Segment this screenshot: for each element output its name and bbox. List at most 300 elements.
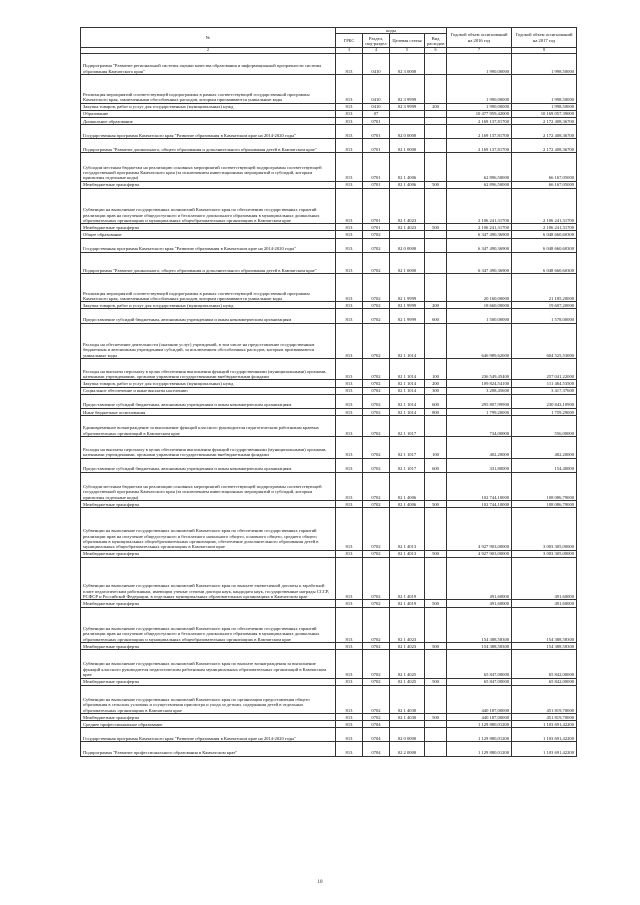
row-vr [425,508,447,551]
row-amount-2016: 2 106 241,31700 [447,188,512,224]
row-rzpr: 0702 [363,714,390,721]
row-amount-2017: 230 843,10900 [512,394,577,408]
table-row [81,323,577,359]
table-row [81,472,577,500]
row-rzpr: 0702 [363,302,390,309]
row-amount-2016: 295 807,99900 [447,394,512,408]
row-vr [425,607,447,643]
row-name: Расходы на выплаты персоналу в целях обеспечения выполнения функций государственными (муниципальными) органами, казенными учреждениями, органами управления государственными внебюджетными фондами [81,437,336,458]
row-name: Государственная программа Камчатского края "Развитие образования в Камчатском крае на 2014-2020 годы" [81,728,336,742]
row-rzpr: 0410 [363,75,390,103]
row-amount-2017: 2 106 241,31700 [512,188,577,224]
row-amount-2016: 62 896,50000 [447,153,512,181]
row-vr: 500 [425,714,447,721]
row-name: Предоставление субсидий бюджетным, автономным учреждениям и иным некоммерческим организациям [81,458,336,472]
row-grbs: 813 [336,650,363,678]
row-amount-2017: 257 041,22000 [512,359,577,380]
row-grbs: 813 [336,550,363,557]
row-amount-2017: 108 086,79000 [512,501,577,508]
row-vr: 500 [425,678,447,685]
row-amount-2017: 491,60000 [512,600,577,607]
row-grbs: 813 [336,387,363,394]
row-name: Межбюджетные трансферты [81,714,336,721]
index-cell: 6 [425,48,447,54]
row-amount-2016: 3 208,45600 [447,387,512,394]
row-vr [425,274,447,302]
row-name: Межбюджетные трансферты [81,600,336,607]
table-row [81,728,577,742]
row-amount-2017: 1 998,50000 [512,54,577,75]
row-name: Подпрограмма "Развитие профессионального образования в Камчатском крае" [81,742,336,756]
table-row [81,501,577,508]
row-grbs: 813 [336,607,363,643]
row-grbs: 813 [336,472,363,500]
row-cst [390,110,425,117]
table-row [81,685,577,713]
row-grbs: 813 [336,153,363,181]
table-body [81,54,577,757]
row-amount-2016: 18 660,00000 [447,302,512,309]
row-amount-2016: 1 990,00000 [447,54,512,75]
table-row [81,458,577,472]
row-grbs: 813 [336,714,363,721]
row-cst: 02 2 0000 [390,742,425,756]
row-vr [425,124,447,138]
row-grbs: 813 [336,501,363,508]
table-row [81,110,577,117]
budget-document [80,27,576,757]
row-rzpr: 0702 [363,678,390,685]
row-amount-2017: 3 003 305,00000 [512,508,577,551]
row-rzpr: 0702 [363,607,390,643]
row-amount-2017: 6 048 660,60300 [512,231,577,238]
row-vr: 200 [425,380,447,387]
header-rzpr: Раздел, под-раздел [363,34,390,48]
row-grbs: 813 [336,238,363,252]
table-row [81,600,577,607]
row-cst: 02 1 9999 [390,309,425,323]
row-cst [390,117,425,124]
row-amount-2016: 491,60000 [447,600,512,607]
row-amount-2017: 111 464,53500 [512,380,577,387]
row-cst: 02 1 4025 [390,678,425,685]
row-name: Субвенции на выполнение государственных полномочий Камчатского края по выплате ежемесячной доплаты к заработной плате педагогическим работникам, имеющим ученые степени доктора наук, кандидата наук, государственные награды СССР, РСФСР и Российской Федерации, в отдельных муниципальных образовательных организациях в Камчатском крае [81,557,336,600]
row-amount-2017: 3 003 305,00000 [512,550,577,557]
row-amount-2017: 1 578,00000 [512,309,577,323]
row-amount-2016: 102 744,10000 [447,472,512,500]
row-amount-2016: 2 169 137,81700 [447,117,512,124]
row-cst: 02 1 9999 [390,274,425,302]
row-rzpr: 0701 [363,181,390,188]
row-rzpr: 0702 [363,650,390,678]
row-amount-2016: 1 799,20000 [447,408,512,415]
row-amount-2016: 1 990,00000 [447,75,512,103]
row-vr: 500 [425,550,447,557]
row-amount-2016: 236 549,45400 [447,359,512,380]
row-grbs: 813 [336,728,363,742]
index-cell: 8 [512,48,577,54]
row-vr: 500 [425,224,447,231]
row-amount-2016: 440 187,00000 [447,714,512,721]
row-cst: 02 1 9999 [390,302,425,309]
table-row [81,231,577,238]
table-row [81,302,577,309]
row-rzpr: 0701 [363,153,390,181]
row-cst: 02 1 0000 [390,252,425,273]
row-cst: 02 1 4019 [390,557,425,600]
row-name: Дошкольное образование [81,117,336,124]
row-name: Общее образование [81,231,336,238]
row-rzpr: 0702 [363,415,390,436]
row-grbs: 813 [336,75,363,103]
row-name: Межбюджетные трансферты [81,501,336,508]
row-amount-2017: 108 086,79000 [512,472,577,500]
table-row [81,309,577,323]
row-rzpr: 0702 [363,408,390,415]
row-cst: 02 0 0000 [390,124,425,138]
row-cst: 02 1 1017 [390,415,425,436]
row-vr [425,557,447,600]
row-grbs: 813 [336,188,363,224]
row-grbs: 813 [336,274,363,302]
row-rzpr: 0704 [363,728,390,742]
row-amount-2016: 1 129 880,01200 [447,728,512,742]
row-grbs: 813 [336,181,363,188]
row-vr [425,75,447,103]
row-grbs: 813 [336,103,363,110]
row-vr [425,742,447,756]
row-amount-2016: 402,20000 [447,437,512,458]
row-vr: 500 [425,501,447,508]
row-cst: 02 1 4006 [390,472,425,500]
row-name: Единовременное вознаграждение за выполнение функций классного руководителя педагогическим работникам краевых образовательных организаций в Камчатском крае [81,415,336,436]
row-cst: 02 1 1014 [390,408,425,415]
row-name: Межбюджетные трансферты [81,224,336,231]
row-name: Государственная программа Камчатского края "Развитие образования в Камчатском крае на 2014-2020 годы" [81,124,336,138]
row-cst: 02 0 0000 [390,728,425,742]
row-cst: 02 1 1014 [390,323,425,359]
row-amount-2016: 331,80000 [447,458,512,472]
row-grbs: 813 [336,685,363,713]
row-grbs: 813 [336,54,363,75]
row-amount-2016: 10 477 959,42000 [447,110,512,117]
row-amount-2017: 154 388,58300 [512,607,577,643]
header-vr: Вид расходов [425,34,447,48]
row-cst: 02 1 1014 [390,387,425,394]
row-cst: 02 1 0000 [390,139,425,153]
row-amount-2017: 2 172 408,36700 [512,117,577,124]
row-amount-2016: 6 347 490,36900 [447,231,512,238]
row-amount-2016: 646 989,62000 [447,323,512,359]
header-codes-group: коды [336,28,447,34]
table-row [81,124,577,138]
row-grbs: 813 [336,252,363,273]
row-vr: 100 [425,359,447,380]
row-name: Среднее профессиональное образование [81,721,336,728]
table-row [81,359,577,380]
index-cell: 7 [447,48,512,54]
row-rzpr: 0701 [363,117,390,124]
row-vr: 100 [425,437,447,458]
row-amount-2016: 734,00000 [447,415,512,436]
row-amount-2016: 20 160,00000 [447,274,512,302]
row-cst: 02 0 0000 [390,238,425,252]
row-grbs: 813 [336,643,363,650]
row-cst: 02 1 4023 [390,607,425,643]
table-row [81,394,577,408]
row-amount-2017: 154,40000 [512,458,577,472]
row-amount-2016: 6 347 490,36900 [447,238,512,252]
row-amount-2017: 1 103 691,42200 [512,728,577,742]
table-row [81,550,577,557]
row-grbs: 813 [336,437,363,458]
row-amount-2017: 3 417,37600 [512,387,577,394]
row-rzpr: 0702 [363,231,390,238]
row-grbs: 813 [336,380,363,387]
row-amount-2017: 556,00000 [512,415,577,436]
table-row [81,508,577,551]
budget-table [80,27,577,757]
row-cst [390,231,425,238]
row-amount-2016: 1 990,00000 [447,103,512,110]
row-rzpr: 0701 [363,124,390,138]
row-cst: 02 1 4013 [390,550,425,557]
table-row [81,224,577,231]
row-name: Подпрограмма "Развитие дошкольного, общего образования и дополнительного образования детей в Камчатском крае" [81,139,336,153]
row-amount-2017: 65 842,00000 [512,650,577,678]
row-grbs: 813 [336,557,363,600]
row-amount-2016: 102 744,10000 [447,501,512,508]
row-amount-2016: 491,60000 [447,557,512,600]
row-rzpr: 0702 [363,323,390,359]
row-rzpr: 0702 [363,359,390,380]
row-rzpr: 0702 [363,501,390,508]
header-2016: Годовой объем ассигнований на 2016 год [447,28,512,48]
row-amount-2017: 1 998,50000 [512,75,577,103]
row-rzpr: 0702 [363,508,390,551]
row-vr: 600 [425,394,447,408]
row-vr: 200 [425,103,447,110]
table-row [81,380,577,387]
row-cst: 02 3 9999 [390,103,425,110]
table-row [81,437,577,458]
row-cst: 02 3 0000 [390,54,425,75]
row-rzpr: 0702 [363,437,390,458]
row-amount-2017: 1 103 691,42200 [512,742,577,756]
row-vr: 500 [425,643,447,650]
row-amount-2017: 1 998,50000 [512,103,577,110]
table-row [81,54,577,75]
row-amount-2016: 1 129 880,01200 [447,721,512,728]
row-rzpr: 0701 [363,139,390,153]
row-name: Подпрограмма "Развитие дошкольного, общего образования и дополнительного образования детей в Камчатском крае" [81,252,336,273]
row-grbs: 813 [336,359,363,380]
row-cst: 02 1 4030 [390,714,425,721]
row-amount-2017: 2 106 241,31700 [512,224,577,231]
row-grbs: 813 [336,139,363,153]
index-cell: 3 [336,48,363,54]
row-grbs: 813 [336,309,363,323]
table-row [81,408,577,415]
row-amount-2016: 109 824,54100 [447,380,512,387]
row-amount-2017: 66 167,05000 [512,181,577,188]
row-rzpr: 0702 [363,309,390,323]
row-grbs: 813 [336,742,363,756]
row-name: Предоставление субсидий бюджетным, автономным учреждениям и иным некоммерческим организациям [81,394,336,408]
row-cst: 02 1 4013 [390,508,425,551]
row-vr: 800 [425,408,447,415]
row-amount-2017: 1 759,29000 [512,408,577,415]
row-rzpr: 0704 [363,742,390,756]
table-row [81,387,577,394]
row-name: Субвенции на выполнение государственных полномочий Камчатского края по обеспечению государственных гарантий реализации прав на получение общедоступного и бесплатного дошкольного образования в муниципальных дошкольных образовательных организациях и муниципальных общеобразовательных организациях в Камчатском крае [81,607,336,643]
row-amount-2016: 62 896,50000 [447,181,512,188]
row-grbs: 813 [336,394,363,408]
row-cst: 02 3 9999 [390,75,425,103]
row-name: Расходы на выплаты персоналу в целях обеспечения выполнения функций государственными (муниципальными) органами, казенными учреждениями, органами управления государственными внебюджетными фондами [81,359,336,380]
row-amount-2016: 4 927 903,00000 [447,550,512,557]
table-row [81,139,577,153]
row-grbs: 813 [336,508,363,551]
row-amount-2016: 1 129 880,01200 [447,742,512,756]
row-rzpr: 0704 [363,721,390,728]
row-cst [390,721,425,728]
table-row [81,274,577,302]
row-amount-2016: 6 347 490,36900 [447,252,512,273]
row-rzpr: 0702 [363,238,390,252]
table-row [81,714,577,721]
row-rzpr: 0702 [363,550,390,557]
table-row [81,238,577,252]
row-vr [425,721,447,728]
page-number: 10 [317,880,323,885]
row-grbs: 813 [336,678,363,685]
row-rzpr: 0702 [363,472,390,500]
row-name: Межбюджетные трансферты [81,181,336,188]
row-name: Межбюджетные трансферты [81,678,336,685]
row-vr [425,231,447,238]
row-rzpr: 0702 [363,394,390,408]
table-row [81,721,577,728]
row-cst: 02 1 1014 [390,359,425,380]
row-vr [425,188,447,224]
row-name: Межбюджетные трансферты [81,643,336,650]
row-name: Субвенции на выполнение государственных полномочий Камчатского края по выплате вознаграждения за выполнение функций классного руководителя педагогическим работникам муниципальных образовательных организаций в Камчатском крае [81,650,336,678]
row-vr [425,415,447,436]
row-amount-2017: 451 819,70000 [512,714,577,721]
table-row [81,650,577,678]
table-row [81,153,577,181]
row-name: Субвенции на выполнение государственных полномочий Камчатского края по обеспечению государственных гарантий реализации прав на получение общедоступного и бесплатного дошкольного образования в муниципальных дошкольных образовательных организациях и муниципальных общеобразовательных организациях в Камчатском крае [81,188,336,224]
row-vr: 600 [425,458,447,472]
row-rzpr: 0410 [363,54,390,75]
row-name: Субсидии местным бюджетам на реализацию основных мероприятий соответствующей подпрограммы соответствующей государственной программы Камчатского края (за исключением инвестиционных мероприятий и субсидий, которым присвоены отдельные коды) [81,472,336,500]
row-grbs: 813 [336,600,363,607]
row-grbs: 813 [336,458,363,472]
index-cell: 4 [363,48,390,54]
row-vr: 300 [425,387,447,394]
row-cst: 02 1 1017 [390,437,425,458]
row-cst: 02 1 1014 [390,380,425,387]
row-amount-2017: 10 169 057,39000 [512,110,577,117]
row-vr [425,650,447,678]
index-cell: 2 [81,48,336,54]
row-name: Закупка товаров, работ и услуг для государственных (муниципальных) нужд [81,380,336,387]
table-row [81,557,577,600]
row-name: Подпрограмма "Развитие региональной системы оценки качества образования и информационной прозрачности системы образования Камчатского края" [81,54,336,75]
table-row [81,607,577,643]
row-name: Реализация мероприятий соответствующей подпрограммы в рамках соответствующей государственной программы Камчатского края, заключенными обособленных расходов, которым присваиваются уникальные коды [81,274,336,302]
row-cst: 02 1 1014 [390,394,425,408]
row-name: Реализация мероприятий соответствующей подпрограммы в рамках соответствующей государственной программы Камчатского края, заключенными обособленных расходов, которым присваиваются уникальные коды [81,75,336,103]
header-grbs: ГРБС [336,34,363,48]
row-amount-2016: 154 388,58300 [447,643,512,650]
row-rzpr: 07 [363,110,390,117]
row-rzpr: 0702 [363,685,390,713]
row-cst: 02 1 4006 [390,501,425,508]
table-row [81,188,577,224]
row-amount-2017: 604 525,53000 [512,323,577,359]
row-amount-2017: 21 185,20000 [512,274,577,302]
row-name: Субсидии местным бюджетам на реализацию основных мероприятий соответствующей подпрограммы соответствующей государственной программы Камчатского края (за исключением инвестиционных мероприятий и субсидий, которым присвоены отдельные коды) [81,153,336,181]
row-vr [425,117,447,124]
row-cst: 02 1 4006 [390,181,425,188]
row-grbs: 813 [336,408,363,415]
row-grbs: 813 [336,302,363,309]
row-name: Закупка товаров, работ и услуг для государственных (муниципальных) нужд [81,103,336,110]
row-amount-2017: 1 103 691,42200 [512,721,577,728]
row-amount-2016: 2 169 137,81700 [447,139,512,153]
row-grbs: 813 [336,415,363,436]
table-row [81,742,577,756]
table-row [81,415,577,436]
row-vr [425,472,447,500]
row-name: Предоставление субсидий бюджетным, автономным учреждениям и иным некоммерческим организациям [81,309,336,323]
row-name: Расходы на обеспечение деятельности (оказание услуг) учреждений, в том числе на предоставление государственным бюджетным и автономным учреждениям субсидий, за исключением обособленных расходов, которым присваиваются уникальные коды [81,323,336,359]
row-name: Иные бюджетные ассигнования [81,408,336,415]
row-grbs: 813 [336,110,363,117]
row-cst: 02 1 1017 [390,458,425,472]
row-vr [425,323,447,359]
row-rzpr: 0702 [363,600,390,607]
row-rzpr: 0702 [363,387,390,394]
row-name: Субвенции на выполнение государственных полномочий Камчатского края по организации предоставления общего образования в сельских условиях и осуществления присмотра и ухода за детьми, содержания детей в отдельных образовательных организациях в Камчатском крае [81,685,336,713]
row-name: Образование [81,110,336,117]
row-grbs: 813 [336,124,363,138]
row-amount-2016: 2 169 137,81700 [447,124,512,138]
row-rzpr: 0702 [363,274,390,302]
row-name: Закупка товаров, работ и услуг для государственных (муниципальных) нужд [81,302,336,309]
row-rzpr: 0701 [363,188,390,224]
row-amount-2016: 65 847,00000 [447,678,512,685]
row-cst: 02 1 4023 [390,643,425,650]
row-cst: 02 1 4030 [390,685,425,713]
row-amount-2017: 6 048 660,60300 [512,238,577,252]
row-grbs: 813 [336,323,363,359]
row-vr [425,110,447,117]
row-vr [425,685,447,713]
row-vr [425,153,447,181]
row-amount-2016: 154 388,58300 [447,607,512,643]
row-amount-2017: 154 388,58300 [512,643,577,650]
row-vr [425,252,447,273]
row-grbs: 813 [336,224,363,231]
row-amount-2017: 491,60000 [512,557,577,600]
row-rzpr: 0702 [363,380,390,387]
row-grbs: 813 [336,721,363,728]
row-cst: 02 1 4023 [390,224,425,231]
row-vr: 500 [425,600,447,607]
